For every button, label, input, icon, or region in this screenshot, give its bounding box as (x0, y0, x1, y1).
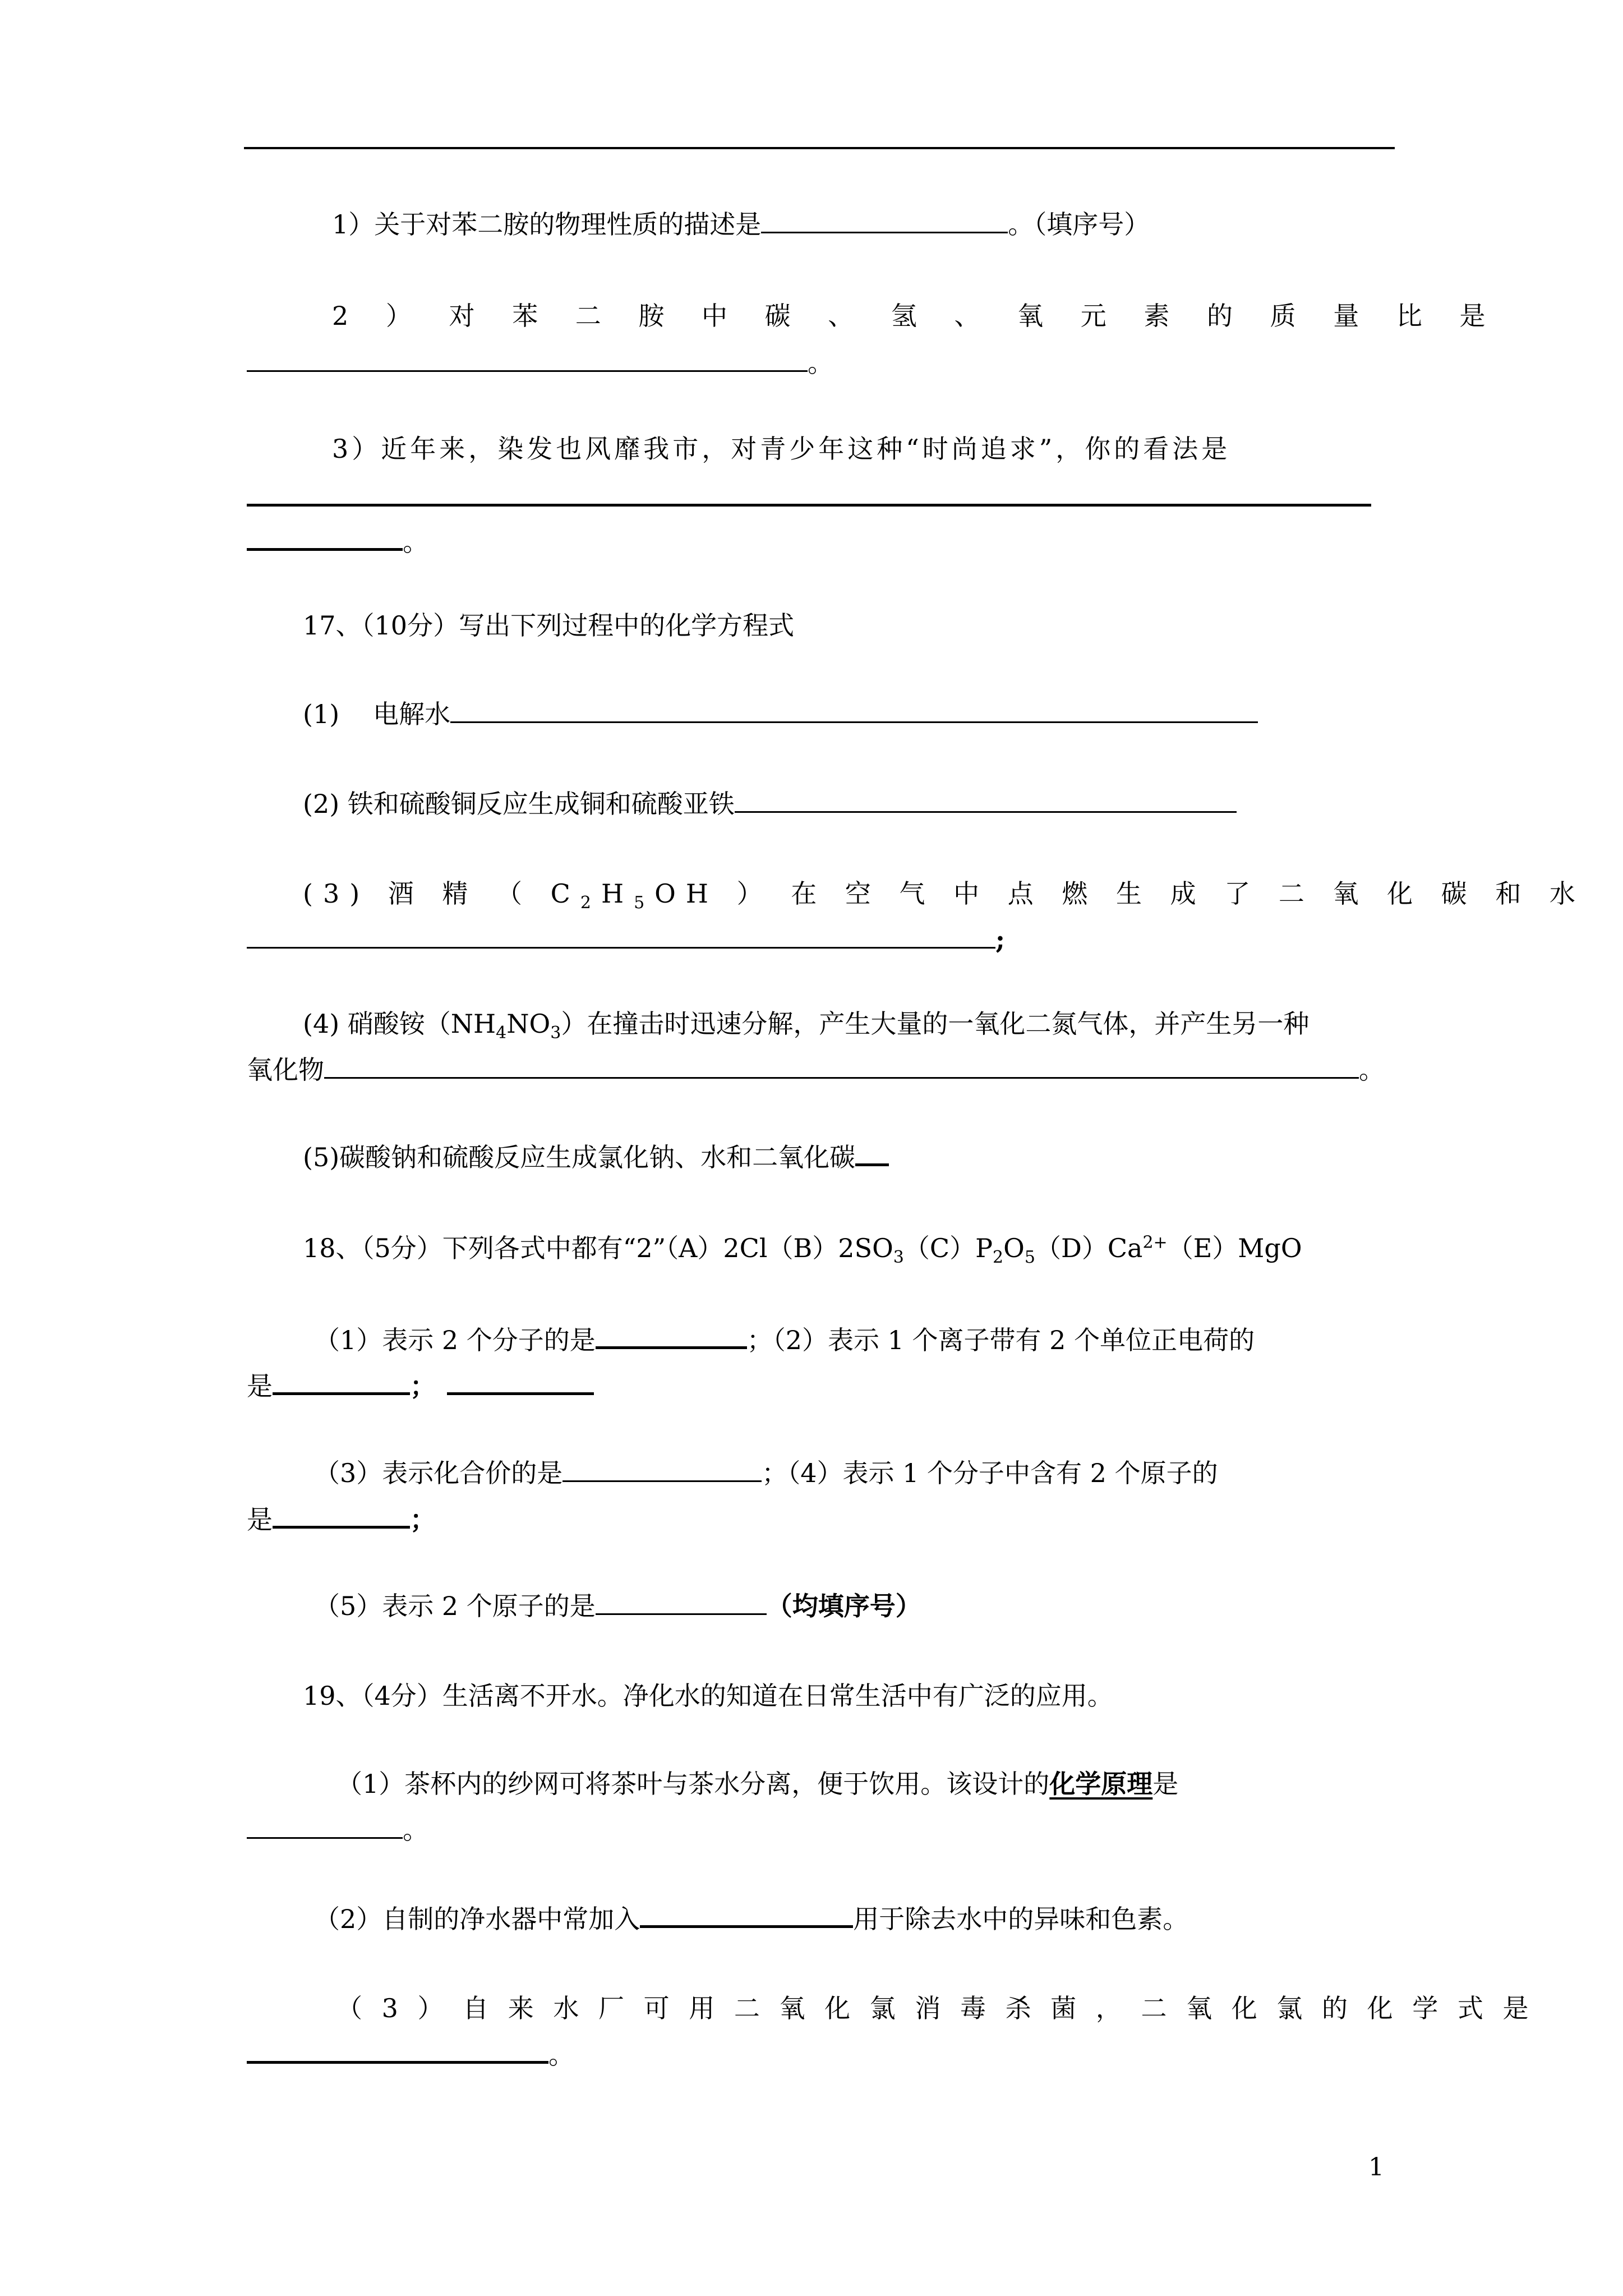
q17-item-5-text: (5)碳酸钠和硫酸反应生成氯化钠、水和二氧化碳 (303, 1142, 856, 1172)
q17-item-1-number: (1) (303, 699, 340, 729)
subscript: 5 (1024, 1248, 1035, 1268)
q16-item-3 (332, 432, 1230, 466)
q18-item-2-text: ；（2）表示 1 个离子带有 2 个单位正电荷的 (746, 1325, 1255, 1355)
q17-item-4 (303, 1007, 1309, 1041)
q17-item-4-line2: 氧化物 (247, 1055, 324, 1085)
q19-item-3-answer (247, 2037, 574, 2072)
header-rule (244, 147, 1395, 149)
q17-heading-text: 17、（10分）写出下列过程中的化学方程式 (303, 610, 795, 641)
q17-item-3 (303, 877, 1585, 913)
q17-item-2-text: (2) 铁和硫酸铜反应生成铜和硫酸亚铁 (303, 789, 735, 819)
q18-heading (303, 1231, 1302, 1268)
q16-item-2-answer (247, 346, 833, 380)
q17-item-4-tail: 。 (1359, 1055, 1385, 1085)
q18-heading-d: （D）Ca (1035, 1233, 1143, 1263)
answer-blank[interactable] (324, 1053, 1359, 1079)
q19-item-1 (336, 1767, 1178, 1801)
q17-item-3-suffix: OH ） 在 空 气 中 点 燃 生 成 了 二 氧 化 碳 和 水 (654, 878, 1585, 909)
page-number: 1 (1368, 2153, 1384, 2182)
q17-item-4-answer (247, 1053, 1385, 1087)
separator: ； (410, 1504, 436, 1535)
q18-item-2-tail: 是 (247, 1371, 273, 1401)
answer-blank[interactable] (247, 2037, 548, 2064)
q17-heading (303, 609, 794, 642)
q18-heading-c: O (1003, 1233, 1025, 1263)
answer-blank[interactable] (596, 1323, 747, 1349)
q19-item-2-text: （2）自制的净水器中常加入 (314, 1904, 640, 1934)
q17-item-3-prefix: (3) 酒 精 （ C (303, 878, 580, 909)
q18-item-3 (314, 1456, 1218, 1490)
q19-item-1-tail: 是 (1152, 1769, 1179, 1799)
q18-item-3-text: （3）表示化合价的是 (314, 1458, 563, 1488)
q17-item-4-mid: NO (506, 1009, 551, 1039)
answer-blank[interactable] (273, 1369, 410, 1395)
subscript: 4 (496, 1023, 507, 1043)
q17-item-1-text: 电解水 (373, 699, 451, 729)
q16-item-1 (332, 208, 1150, 241)
answer-blank[interactable] (596, 1590, 767, 1615)
q19-item-1-emphasis: 化学原理 (1049, 1769, 1153, 1799)
subscript: 3 (550, 1023, 561, 1043)
answer-line-long[interactable] (247, 504, 1371, 507)
answer-blank[interactable] (273, 1502, 410, 1529)
q17-item-3-tail: ; (995, 924, 1005, 955)
q19-item-1-answer (247, 1813, 428, 1847)
q19-item-3-end: 。 (548, 2040, 574, 2070)
q17-item-2 (303, 787, 1237, 821)
q18-item-4-tail: 是 (247, 1504, 273, 1535)
answer-blank[interactable] (247, 347, 808, 372)
q16-item-2-tail: 。 (808, 348, 833, 378)
q16-item-1-tail: 。（填序号） (1008, 209, 1150, 240)
q18-item-4-text: ；（4）表示 1 个分子中含有 2 个原子的 (762, 1458, 1218, 1488)
q19-heading (303, 1679, 1113, 1713)
q16-item-3-text: 3）近年来，染发也风靡我市，对青少年这种“时尚追求”，你的看法是 (332, 434, 1231, 464)
q18-item-5-text: （5）表示 2 个原子的是 (314, 1591, 596, 1621)
q18-item-3-answer (247, 1502, 436, 1536)
q17-item-4-suffix: ）在撞击时迅速分解，产生大量的一氧化二氮气体，并产生另一种 (561, 1009, 1310, 1039)
q19-heading-text: 19、（4分）生活离不开水。净化水的知道在日常生活中有广泛的应用。 (303, 1681, 1113, 1711)
q18-heading-a: 18、（5分）下列各式中都有“2”（A）2Cl（B）2SO (303, 1233, 893, 1263)
q18-heading-e: （E）MgO (1167, 1233, 1302, 1263)
q19-item-3-text: （ 3 ） 自 来 水 厂 可 用 二 氧 化 氯 消 毒 杀 菌 ， 二 氧 化 氯 的 化 学 式 是 (336, 1993, 1534, 2023)
q19-item-1-text: （1）茶杯内的纱网可将茶叶与茶水分离，便于饮用。该设计的 (336, 1769, 1050, 1799)
answer-blank[interactable] (735, 788, 1237, 813)
q16-item-2 (332, 299, 1500, 333)
q16-item-1-text: 1）关于对苯二胺的物理性质的描述是 (332, 209, 762, 240)
q18-item-1-text: （1）表示 2 个分子的是 (314, 1325, 596, 1355)
q18-item-1-answer (247, 1369, 594, 1403)
q19-item-2-tail: 用于除去水中的异味和色素。 (853, 1904, 1189, 1934)
q19-item-3 (336, 1991, 1534, 2025)
q17-item-1 (303, 697, 1258, 731)
q18-item-5 (314, 1589, 921, 1623)
q18-item-1 (314, 1323, 1255, 1357)
q17-item-3-mid: H (601, 878, 634, 909)
q19-item-1-end: 。 (403, 1815, 428, 1845)
q19-item-2 (314, 1902, 1188, 1936)
answer-blank[interactable] (247, 524, 403, 551)
subscript: 3 (893, 1248, 904, 1268)
q16-item-3-answer (247, 524, 428, 559)
answer-blank[interactable] (640, 1902, 853, 1928)
subscript: 2 (993, 1248, 1004, 1268)
subscript: 2 (580, 893, 601, 913)
answer-blank[interactable] (562, 1457, 762, 1482)
answer-blank[interactable] (447, 1369, 594, 1395)
q17-item-4-prefix: (4) 硝酸铵（NH (303, 1009, 496, 1039)
q18-item-5-note: （均填序号） (766, 1591, 921, 1621)
answer-blank[interactable] (855, 1140, 889, 1166)
answer-blank[interactable] (450, 698, 1258, 723)
superscript: 2+ (1142, 1232, 1168, 1253)
q18-heading-b: （C）P (903, 1233, 993, 1263)
q17-item-3-answer (247, 923, 1005, 956)
q16-item-3-tail: 。 (403, 527, 428, 557)
subscript: 5 (634, 893, 655, 913)
q16-item-2-text: 2 ） 对 苯 二 胺 中 碳 、 氢 、 氧 元 素 的 质 量 比 是 (332, 301, 1500, 331)
separator: ； (410, 1371, 436, 1401)
q17-item-5 (303, 1140, 889, 1174)
answer-blank[interactable] (761, 208, 1008, 233)
answer-blank[interactable] (247, 1814, 403, 1839)
answer-blank[interactable] (247, 923, 995, 949)
